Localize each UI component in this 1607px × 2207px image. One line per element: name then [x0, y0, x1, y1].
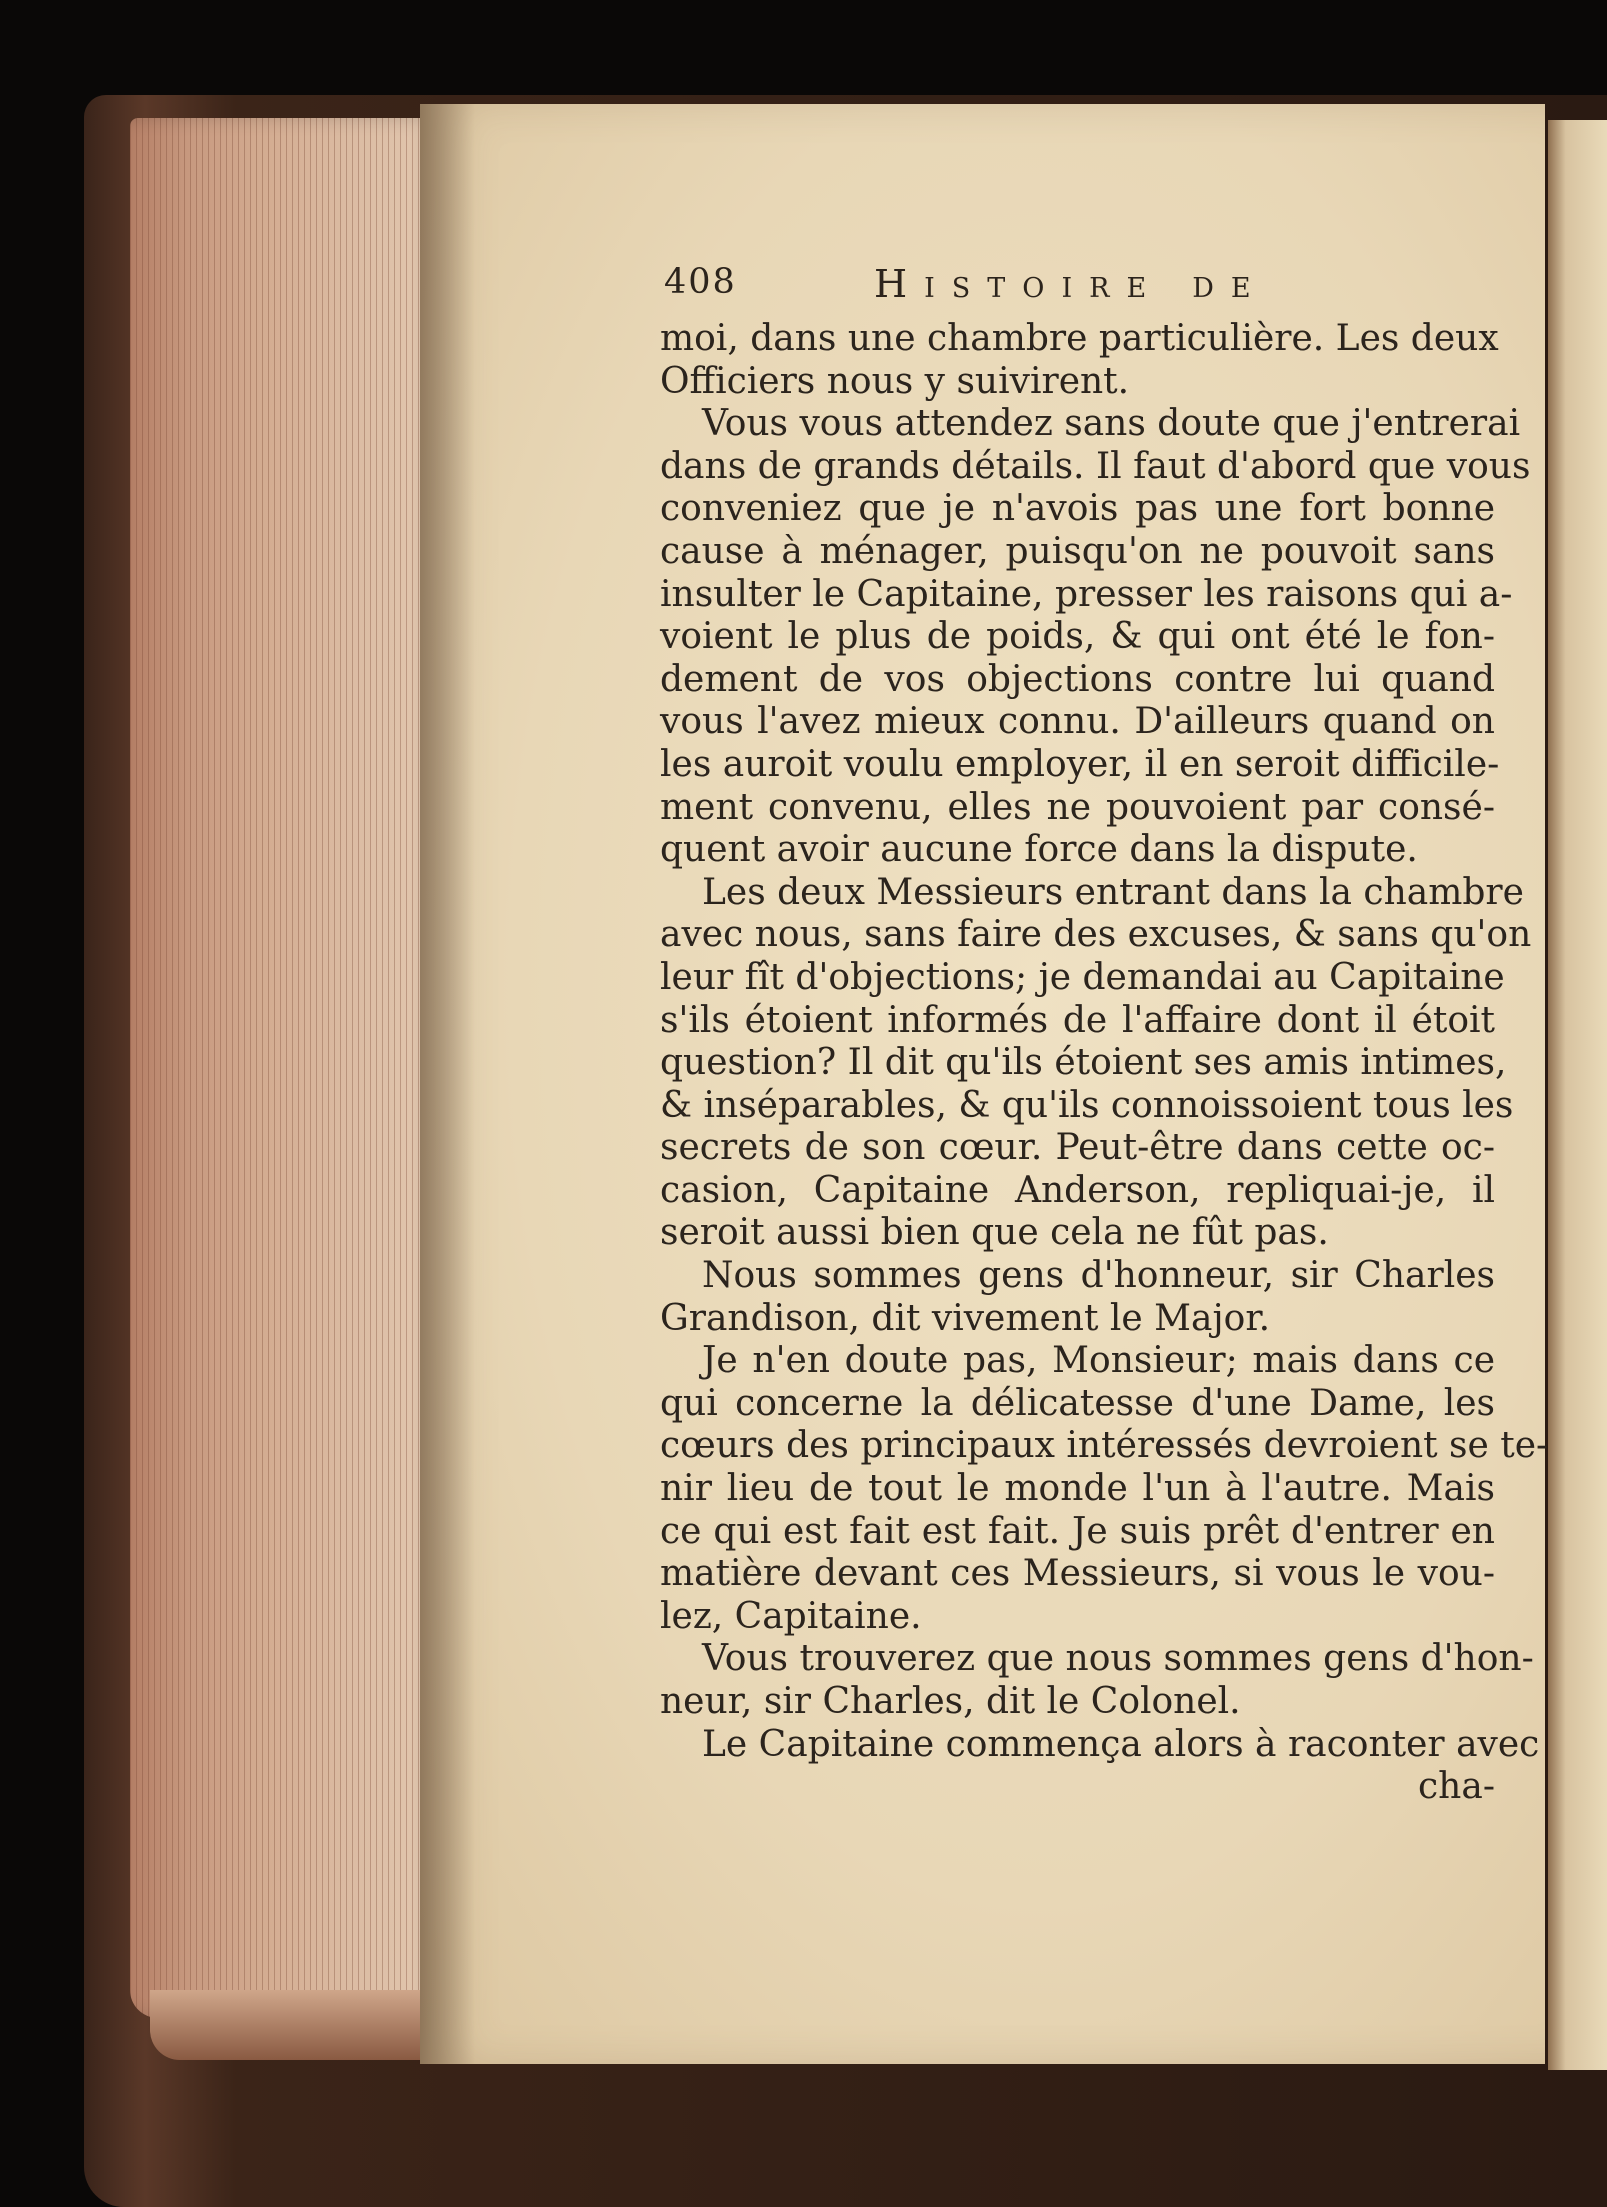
text-line: neur, sir Charles, dit le Colonel. — [660, 1681, 1241, 1722]
text-line: ment convenu, elles ne pouvoient par consé- — [660, 786, 1495, 828]
text-line: avec nous, sans faire des excuses, & sans qu'on — [660, 914, 1532, 956]
text-line: Officiers nous y suivirent. — [660, 360, 1130, 402]
text-line: secrets de son cœur. Peut-être dans cette oc- — [660, 1127, 1495, 1169]
facing-page-edge — [1548, 120, 1607, 2070]
text-line: Je n'en doute pas, Monsieur; mais dans ce — [702, 1340, 1495, 1382]
text-line: Le Capitaine commença alors à raconter avec — [702, 1723, 1540, 1765]
text-line: leur fît d'objections; je demandai au Capitaine — [660, 956, 1505, 998]
page-number: 408 — [664, 262, 737, 302]
text-line: lez, Capitaine. — [660, 1595, 922, 1637]
running-title: Histoire de — [874, 262, 1268, 306]
text-line: conveniez que je n'avois pas une fort bonne — [660, 488, 1495, 530]
text-line: les auroit voulu employer, il en seroit difficile- — [660, 743, 1500, 785]
text-line: vous l'avez mieux connu. D'ailleurs quand on — [660, 701, 1495, 743]
text-line: Vous trouverez que nous sommes gens d'hon- — [702, 1638, 1534, 1680]
text-line: quent avoir aucune force dans la dispute. — [660, 829, 1418, 871]
text-line: & inséparables, & qu'ils connoissoient tous les — [660, 1084, 1514, 1126]
text-line: moi, dans une chambre particulière. Les deux — [660, 318, 1499, 359]
text-line: ce qui est fait est fait. Je suis prêt d'entrer en — [660, 1510, 1495, 1552]
gutter-shadow — [420, 104, 475, 2064]
text-line: Les deux Messieurs entrant dans la chambre — [702, 871, 1524, 913]
text-line: cœurs des principaux intéressés devroient se te- — [660, 1425, 1549, 1467]
catchword: cha- — [1418, 1766, 1495, 1808]
text-line: nir lieu de tout le monde l'un à l'autre. Mais — [660, 1468, 1495, 1510]
text-line: voient le plus de poids, & qui ont été le fon- — [660, 616, 1495, 658]
text-line: dement de vos objections contre lui quand — [660, 658, 1495, 700]
text-line: s'ils étoient informés de l'affaire dont il étoit — [660, 999, 1495, 1041]
text-line: insulter le Capitaine, presser les raisons qui a- — [660, 573, 1513, 615]
text-line: Vous vous attendez sans doute que j'entrerai — [702, 403, 1521, 445]
text-line: cause à ménager, puisqu'on ne pouvoit sans — [660, 530, 1495, 572]
page-edges-bottom — [150, 1990, 450, 2060]
text-line: Nous sommes gens d'honneur, sir Charles — [702, 1255, 1495, 1297]
text-line: Grandison, dit vivement le Major. — [660, 1297, 1271, 1339]
text-line: matière devant ces Messieurs, si vous le vou- — [660, 1553, 1495, 1595]
text-line: question? Il dit qu'ils étoient ses amis intimes, — [660, 1042, 1507, 1084]
page-edges-stack — [130, 118, 440, 2018]
body-text — [660, 318, 1549, 1809]
text-line: qui concerne la délicatesse d'une Dame, les — [660, 1382, 1495, 1424]
text-line: casion, Capitaine Anderson, repliquai-je, il — [660, 1169, 1495, 1211]
text-line: dans de grands détails. Il faut d'abord que vous — [660, 445, 1531, 487]
text-line: seroit aussi bien que cela ne fût pas. — [660, 1212, 1329, 1254]
